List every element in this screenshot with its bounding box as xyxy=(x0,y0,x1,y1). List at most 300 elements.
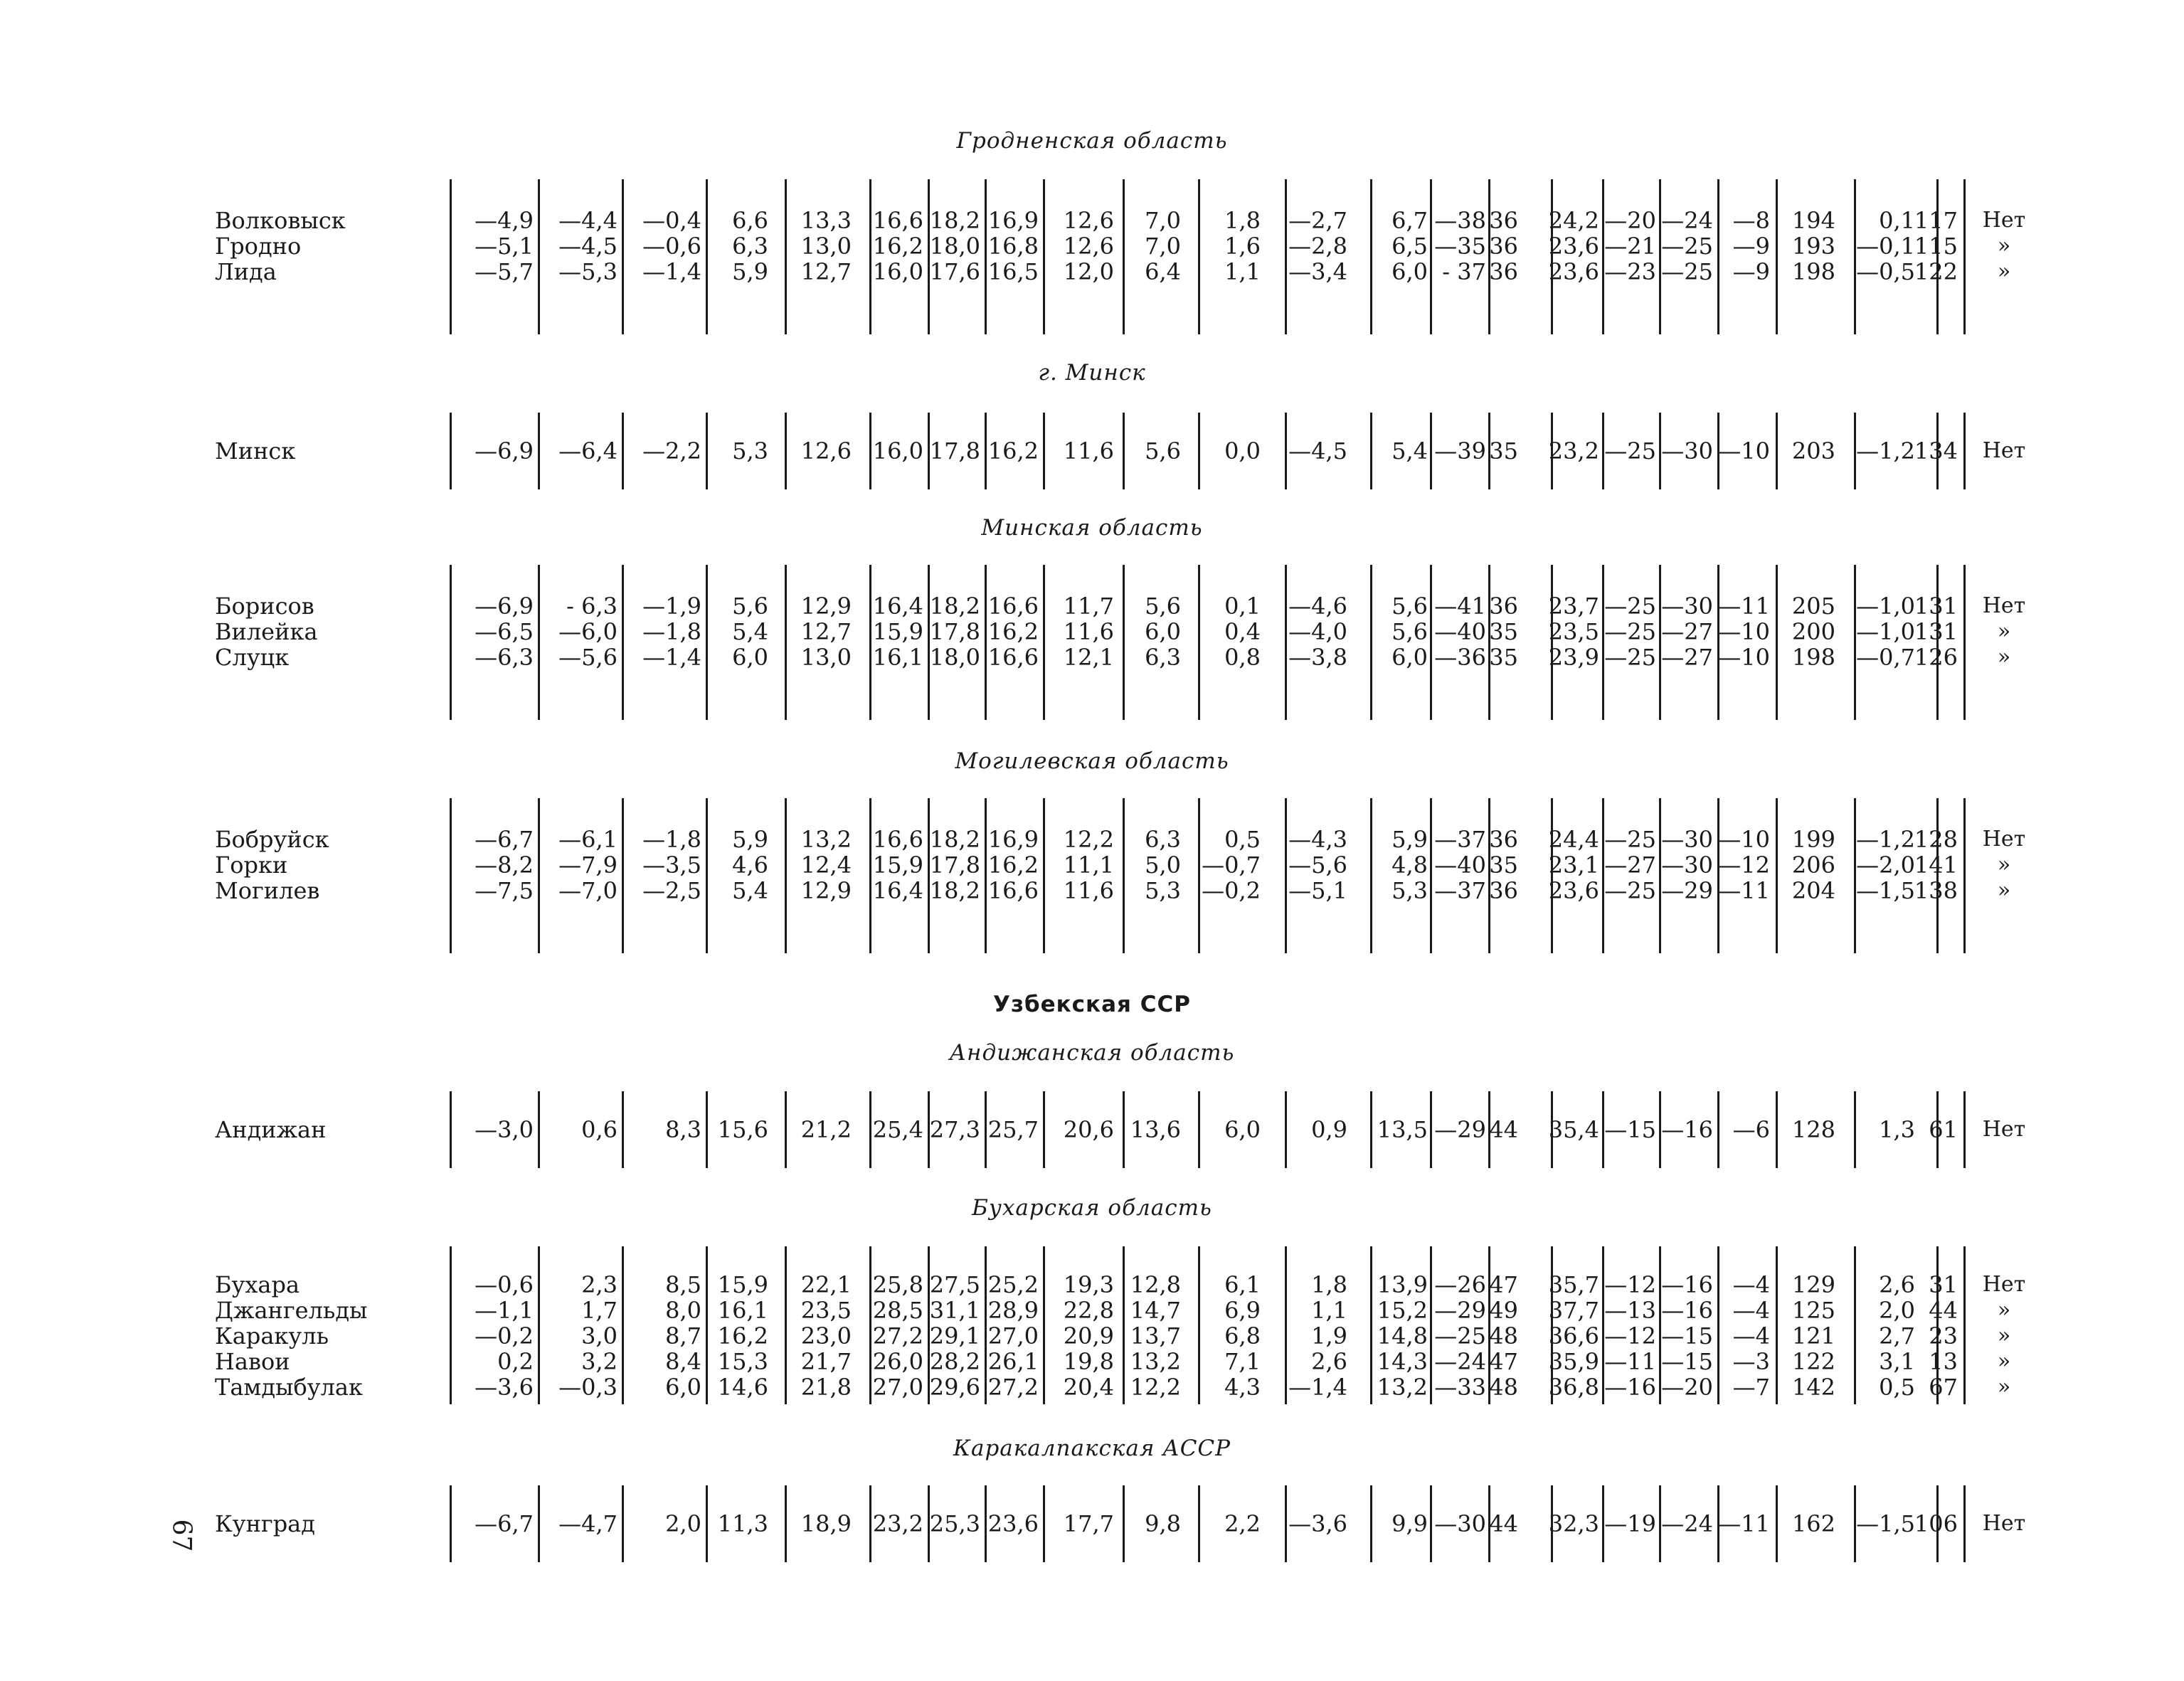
table-cell: 194 xyxy=(1791,207,1835,234)
table-cell: 131 xyxy=(1914,593,1958,620)
table-cell: —4 xyxy=(1732,1322,1770,1349)
table-cell: 7,1 xyxy=(1224,1348,1261,1375)
station-name: Андижан xyxy=(215,1116,327,1143)
table-cell: 14,7 xyxy=(1130,1297,1181,1324)
table-row xyxy=(0,438,2184,464)
table-row xyxy=(0,878,2184,903)
table-cell: 16,6 xyxy=(987,877,1039,904)
table-cell: 6,3 xyxy=(732,233,768,260)
table-row xyxy=(0,645,2184,670)
table-cell: 25,4 xyxy=(872,1116,923,1143)
table-cell: —1,4 xyxy=(642,258,701,285)
table-cell: 9,8 xyxy=(1145,1510,1181,1537)
table-cell: 36 xyxy=(1489,207,1518,234)
table-cell: 14,8 xyxy=(1377,1322,1428,1349)
table-cell: —10 xyxy=(1718,644,1770,671)
table-cell: 18,9 xyxy=(800,1510,852,1537)
table-cell: 4,3 xyxy=(1224,1374,1261,1401)
table-cell: —1,0 xyxy=(1856,593,1915,620)
flag-cell: » xyxy=(1997,645,2011,669)
table-cell: —16 xyxy=(1604,1374,1656,1401)
table-cell: 20,6 xyxy=(1063,1116,1114,1143)
table-cell: 12,8 xyxy=(1130,1271,1181,1298)
table-cell: —16 xyxy=(1661,1271,1713,1298)
table-cell: 24,2 xyxy=(1548,207,1599,234)
table-cell: —2,8 xyxy=(1288,233,1347,260)
table-cell: 25,8 xyxy=(872,1271,923,1298)
table-cell: 16,9 xyxy=(987,826,1039,853)
table-cell: —0,6 xyxy=(642,233,701,260)
table-cell: —1,9 xyxy=(642,593,701,620)
table-cell: —7 xyxy=(1732,1374,1770,1401)
table-cell: 36 xyxy=(1489,233,1518,260)
table-cell: 23,6 xyxy=(987,1510,1039,1537)
table-cell: 13,2 xyxy=(1377,1374,1428,1401)
table-cell: 5,6 xyxy=(732,593,768,620)
flag-cell: » xyxy=(1997,1323,2011,1348)
table-cell: —1,0 xyxy=(1856,618,1915,645)
table-cell: 6,3 xyxy=(1145,644,1181,671)
table-cell: 21,8 xyxy=(800,1374,852,1401)
table-cell: 13,0 xyxy=(800,644,852,671)
table-cell: —4,6 xyxy=(1288,593,1347,620)
table-cell: 35 xyxy=(1489,438,1518,465)
table-cell: 6,4 xyxy=(1145,258,1181,285)
table-cell: 6,6 xyxy=(732,207,768,234)
table-cell: 11,6 xyxy=(1063,877,1114,904)
table-cell: —24 xyxy=(1661,207,1713,234)
station-name: Горки xyxy=(215,852,288,879)
table-cell: 2,6 xyxy=(1311,1348,1347,1375)
table-cell: —6 xyxy=(1732,1116,1770,1143)
table-cell: 15,3 xyxy=(717,1348,768,1375)
table-cell: —1,4 xyxy=(642,644,701,671)
table-cell: —8 xyxy=(1732,207,1770,234)
station-name: Борисов xyxy=(215,593,314,620)
table-cell: 27,2 xyxy=(872,1322,923,1349)
table-cell: 35,7 xyxy=(1548,1271,1599,1298)
table-cell: 13,7 xyxy=(1130,1322,1181,1349)
table-cell: 121 xyxy=(1791,1322,1835,1349)
table-cell: 16,6 xyxy=(987,644,1039,671)
table-cell: 27,3 xyxy=(929,1116,980,1143)
table-row xyxy=(0,1349,2184,1374)
table-cell: 5,3 xyxy=(732,438,768,465)
table-cell: —1,8 xyxy=(642,618,701,645)
table-cell: 14,3 xyxy=(1377,1348,1428,1375)
table-cell: 138 xyxy=(1914,877,1958,904)
table-cell: —4,7 xyxy=(558,1510,617,1537)
region-heading: Бухарская область xyxy=(972,1195,1212,1221)
table-cell: 2,3 xyxy=(581,1271,617,1298)
table-cell: 12,9 xyxy=(800,877,852,904)
table-cell: 35 xyxy=(1489,618,1518,645)
table-cell: —24 xyxy=(1661,1510,1713,1537)
table-row xyxy=(0,1272,2184,1298)
table-cell: 198 xyxy=(1791,644,1835,671)
table-cell: —0,5 xyxy=(1856,258,1915,285)
table-cell: 115 xyxy=(1914,233,1958,260)
republic-heading: Узбекская ССР xyxy=(993,992,1191,1017)
table-cell: 18,2 xyxy=(929,826,980,853)
table-cell: —25 xyxy=(1661,258,1713,285)
table-cell: 18,0 xyxy=(929,644,980,671)
table-cell: 12,0 xyxy=(1063,258,1114,285)
table-cell: 47 xyxy=(1489,1348,1518,1375)
table-cell: 18,2 xyxy=(929,207,980,234)
table-cell: 16,6 xyxy=(987,593,1039,620)
table-cell: 0,6 xyxy=(581,1116,617,1143)
table-cell: 204 xyxy=(1791,877,1835,904)
table-cell: —6,7 xyxy=(475,1510,534,1537)
table-cell: 17,8 xyxy=(929,852,980,879)
table-cell: —30 xyxy=(1434,1510,1486,1537)
station-name: Бобруйск xyxy=(215,826,329,853)
table-cell: —20 xyxy=(1661,1374,1713,1401)
region-heading: Андижанская область xyxy=(949,1040,1235,1066)
table-cell: 1,8 xyxy=(1224,207,1261,234)
table-cell: —25 xyxy=(1604,618,1656,645)
table-cell: —15 xyxy=(1661,1348,1713,1375)
station-name: Бухара xyxy=(215,1271,300,1298)
table-cell: 5,3 xyxy=(1145,877,1181,904)
table-cell: —30 xyxy=(1661,852,1713,879)
table-cell: —12 xyxy=(1604,1322,1656,1349)
table-cell: 6,0 xyxy=(1224,1116,1261,1143)
table-cell: —9 xyxy=(1732,233,1770,260)
table-cell: 6,0 xyxy=(1391,644,1428,671)
table-cell: —4,9 xyxy=(475,207,534,234)
table-cell: 200 xyxy=(1791,618,1835,645)
table-cell: —6,3 xyxy=(475,644,534,671)
table-cell: 5,9 xyxy=(732,826,768,853)
table-cell: 36 xyxy=(1489,826,1518,853)
table-group xyxy=(0,1091,2184,1168)
table-cell: 37,7 xyxy=(1548,1297,1599,1324)
table-cell: —37 xyxy=(1434,826,1486,853)
table-cell: —2,5 xyxy=(642,877,701,904)
table-cell: 6,1 xyxy=(1224,1271,1261,1298)
table-cell: 2,0 xyxy=(665,1510,701,1537)
table-cell: —29 xyxy=(1661,877,1713,904)
table-cell: —2,2 xyxy=(642,438,701,465)
flag-cell: Нет xyxy=(1982,208,2026,233)
table-cell: —9 xyxy=(1732,258,1770,285)
table-cell: 44 xyxy=(1489,1116,1518,1143)
table-cell: —4,5 xyxy=(1288,438,1347,465)
table-cell: —1,2 xyxy=(1856,826,1915,853)
table-cell: 1,1 xyxy=(1224,258,1261,285)
station-name: Волковыск xyxy=(215,207,346,234)
table-cell: 5,6 xyxy=(1391,618,1428,645)
table-cell: 16,8 xyxy=(987,233,1039,260)
region-heading: Минская область xyxy=(981,515,1203,541)
table-cell: 27,0 xyxy=(987,1322,1039,1349)
table-cell: 2,2 xyxy=(1224,1510,1261,1537)
station-name: Навои xyxy=(215,1348,290,1375)
table-cell: 36 xyxy=(1489,877,1518,904)
table-row xyxy=(0,1511,2184,1537)
table-cell: 117 xyxy=(1914,207,1958,234)
table-cell: 6,0 xyxy=(732,644,768,671)
table-cell: —25 xyxy=(1604,877,1656,904)
flag-cell: » xyxy=(1997,852,2011,877)
table-cell: 3,2 xyxy=(581,1348,617,1375)
table-cell: —40 xyxy=(1434,852,1486,879)
table-cell: —6,7 xyxy=(475,826,534,853)
table-cell: 16,6 xyxy=(872,826,923,853)
table-cell: —0,2 xyxy=(1202,877,1261,904)
table-cell: 1,1 xyxy=(1311,1297,1347,1324)
table-cell: 67 xyxy=(1929,1374,1958,1401)
table-cell: 122 xyxy=(1914,258,1958,285)
table-cell: —19 xyxy=(1604,1510,1656,1537)
table-cell: —10 xyxy=(1718,826,1770,853)
table-cell: —26 xyxy=(1434,1271,1486,1298)
table-cell: —27 xyxy=(1604,852,1656,879)
table-cell: —0,1 xyxy=(1856,233,1915,260)
table-cell: —27 xyxy=(1661,618,1713,645)
table-cell: 18,2 xyxy=(929,593,980,620)
table-cell: 35 xyxy=(1489,852,1518,879)
flag-cell: » xyxy=(1997,1349,2011,1374)
table-cell: —29 xyxy=(1434,1116,1486,1143)
table-cell: —7,0 xyxy=(558,877,617,904)
table-cell: 0,9 xyxy=(1311,1116,1347,1143)
table-cell: 106 xyxy=(1914,1510,1958,1537)
table-cell: 7,0 xyxy=(1145,207,1181,234)
table-cell: —5,1 xyxy=(1288,877,1347,904)
table-cell: 23,5 xyxy=(1548,618,1599,645)
table-cell: 1,7 xyxy=(581,1297,617,1324)
table-cell: —21 xyxy=(1604,233,1656,260)
table-cell: 19,8 xyxy=(1063,1348,1114,1375)
table-cell: —4,4 xyxy=(558,207,617,234)
table-cell: —23 xyxy=(1604,258,1656,285)
table-cell: 16,6 xyxy=(872,207,923,234)
table-row xyxy=(0,827,2184,852)
table-cell: —33 xyxy=(1434,1374,1486,1401)
table-cell: 5,9 xyxy=(1391,826,1428,853)
table-cell: 26,0 xyxy=(872,1348,923,1375)
table-cell: 23,6 xyxy=(1548,258,1599,285)
table-cell: 203 xyxy=(1791,438,1835,465)
table-cell: 7,0 xyxy=(1145,233,1181,260)
table-cell: —6,9 xyxy=(475,438,534,465)
table-cell: 26,1 xyxy=(987,1348,1039,1375)
table-cell: 12,6 xyxy=(800,438,852,465)
table-cell: 16,0 xyxy=(872,258,923,285)
table-cell: —4,0 xyxy=(1288,618,1347,645)
table-cell: 47 xyxy=(1489,1271,1518,1298)
table-cell: —7,9 xyxy=(558,852,617,879)
table-cell: 49 xyxy=(1489,1297,1518,1324)
table-cell: 2,0 xyxy=(1879,1297,1915,1324)
table-cell: 23,0 xyxy=(800,1322,852,1349)
table-cell: 16,2 xyxy=(717,1322,768,1349)
table-cell: —25 xyxy=(1604,644,1656,671)
table-cell: 8,3 xyxy=(665,1116,701,1143)
table-cell: 35,9 xyxy=(1548,1348,1599,1375)
page-number: 67 xyxy=(166,1519,196,1552)
table-cell: 17,7 xyxy=(1063,1510,1114,1537)
table-cell: —13 xyxy=(1604,1297,1656,1324)
table-row xyxy=(0,233,2184,259)
table-group xyxy=(0,1485,2184,1562)
table-cell: 23,2 xyxy=(872,1510,923,1537)
table-cell: 23,6 xyxy=(1548,877,1599,904)
flag-cell: Нет xyxy=(1982,827,2026,852)
table-cell: —5,6 xyxy=(1288,852,1347,879)
table-cell: 44 xyxy=(1489,1510,1518,1537)
table-cell: —10 xyxy=(1718,618,1770,645)
table-cell: 28,9 xyxy=(987,1297,1039,1324)
table-cell: 162 xyxy=(1791,1510,1835,1537)
table-cell: —27 xyxy=(1661,644,1713,671)
table-cell: 1,8 xyxy=(1311,1271,1347,1298)
flag-cell: » xyxy=(1997,1374,2011,1399)
table-cell: 6,0 xyxy=(665,1374,701,1401)
table-cell: 2,7 xyxy=(1879,1322,1915,1349)
table-cell: 15,9 xyxy=(872,618,923,645)
table-row xyxy=(0,852,2184,878)
table-cell: —40 xyxy=(1434,618,1486,645)
table-cell: —35 xyxy=(1434,233,1486,260)
table-cell: —0,7 xyxy=(1202,852,1261,879)
table-cell: 16,9 xyxy=(987,207,1039,234)
table-cell: 23,9 xyxy=(1548,644,1599,671)
table-cell: 11,6 xyxy=(1063,438,1114,465)
table-cell: 12,1 xyxy=(1063,644,1114,671)
station-name: Вилейка xyxy=(215,618,318,645)
flag-cell: » xyxy=(1997,1298,2011,1322)
flag-cell: » xyxy=(1997,259,2011,284)
table-cell: 11,6 xyxy=(1063,618,1114,645)
table-cell: 13,9 xyxy=(1377,1271,1428,1298)
table-cell: —3,6 xyxy=(475,1374,534,1401)
table-cell: 15,9 xyxy=(717,1271,768,1298)
table-cell: 6,0 xyxy=(1145,618,1181,645)
table-cell: 28,2 xyxy=(929,1348,980,1375)
table-cell: - 6,3 xyxy=(566,593,617,620)
table-row xyxy=(0,1323,2184,1349)
table-cell: 21,7 xyxy=(800,1348,852,1375)
table-cell: 27,2 xyxy=(987,1374,1039,1401)
table-cell: 5,3 xyxy=(1391,877,1428,904)
table-cell: —1,8 xyxy=(642,826,701,853)
table-cell: —5,6 xyxy=(558,644,617,671)
table-cell: 12,6 xyxy=(1063,233,1114,260)
table-cell: 2,6 xyxy=(1879,1271,1915,1298)
table-cell: 29,6 xyxy=(929,1374,980,1401)
station-name: Слуцк xyxy=(215,644,290,671)
flag-cell: Нет xyxy=(1982,1511,2026,1536)
table-cell: 23 xyxy=(1929,1322,1958,1349)
table-cell: 36,8 xyxy=(1548,1374,1599,1401)
table-cell: 12,7 xyxy=(800,258,852,285)
table-cell: —0,4 xyxy=(642,207,701,234)
table-cell: —25 xyxy=(1661,233,1713,260)
table-cell: 20,4 xyxy=(1063,1374,1114,1401)
table-cell: —30 xyxy=(1661,593,1713,620)
table-cell: —29 xyxy=(1434,1297,1486,1324)
flag-cell: Нет xyxy=(1982,438,2026,463)
table-cell: —3,0 xyxy=(475,1116,534,1143)
table-cell: 6,8 xyxy=(1224,1322,1261,1349)
table-cell: —30 xyxy=(1661,826,1713,853)
table-cell: 0,2 xyxy=(497,1348,534,1375)
table-cell: 16,1 xyxy=(717,1297,768,1324)
table-cell: 24,4 xyxy=(1548,826,1599,853)
table-cell: —41 xyxy=(1434,593,1486,620)
table-cell: 0,5 xyxy=(1879,1374,1915,1401)
table-cell: 0,5 xyxy=(1224,826,1261,853)
table-cell: 12,4 xyxy=(800,852,852,879)
table-cell: —0,3 xyxy=(558,1374,617,1401)
table-cell: 44 xyxy=(1929,1297,1958,1324)
table-cell: 0,1 xyxy=(1224,593,1261,620)
table-cell: —6,4 xyxy=(558,438,617,465)
table-group xyxy=(0,179,2184,334)
table-cell: —6,5 xyxy=(475,618,534,645)
table-cell: 12,9 xyxy=(800,593,852,620)
table-cell: —16 xyxy=(1661,1116,1713,1143)
table-cell: 13,3 xyxy=(800,207,852,234)
table-cell: 5,9 xyxy=(732,258,768,285)
table-cell: 36 xyxy=(1489,593,1518,620)
table-cell: —36 xyxy=(1434,644,1486,671)
table-cell: —4 xyxy=(1732,1297,1770,1324)
table-row xyxy=(0,1117,2184,1142)
table-cell: 27,5 xyxy=(929,1271,980,1298)
table-cell: 8,0 xyxy=(665,1297,701,1324)
station-name: Минск xyxy=(215,438,296,465)
table-cell: 16,2 xyxy=(987,618,1039,645)
table-row xyxy=(0,1374,2184,1400)
table-cell: 1,6 xyxy=(1224,233,1261,260)
flag-cell: Нет xyxy=(1982,593,2026,618)
table-cell: 61 xyxy=(1929,1116,1958,1143)
table-cell: 28,5 xyxy=(872,1297,923,1324)
table-cell: —25 xyxy=(1604,826,1656,853)
table-cell: 23,2 xyxy=(1548,438,1599,465)
table-cell: 16,2 xyxy=(872,233,923,260)
table-cell: 16,4 xyxy=(872,877,923,904)
table-cell: 12,2 xyxy=(1130,1374,1181,1401)
table-cell: 9,9 xyxy=(1391,1510,1428,1537)
table-cell: 6,0 xyxy=(1391,258,1428,285)
table-cell: 12,2 xyxy=(1063,826,1114,853)
table-cell: 198 xyxy=(1791,258,1835,285)
station-name: Кунград xyxy=(215,1510,315,1537)
table-cell: 11,3 xyxy=(717,1510,768,1537)
table-cell: 19,3 xyxy=(1063,1271,1114,1298)
table-cell: 8,7 xyxy=(665,1322,701,1349)
table-cell: 22,1 xyxy=(800,1271,852,1298)
table-cell: 17,8 xyxy=(929,438,980,465)
table-cell: 125 xyxy=(1791,1297,1835,1324)
table-cell: 11,7 xyxy=(1063,593,1114,620)
table-cell: —3,8 xyxy=(1288,644,1347,671)
table-cell: 5,0 xyxy=(1145,852,1181,879)
table-cell: 142 xyxy=(1791,1374,1835,1401)
table-row xyxy=(0,208,2184,233)
table-cell: 13,5 xyxy=(1377,1116,1428,1143)
table-cell: 12,6 xyxy=(1063,207,1114,234)
table-cell: —5,1 xyxy=(475,233,534,260)
table-cell: —5,7 xyxy=(475,258,534,285)
table-cell: —30 xyxy=(1661,438,1713,465)
